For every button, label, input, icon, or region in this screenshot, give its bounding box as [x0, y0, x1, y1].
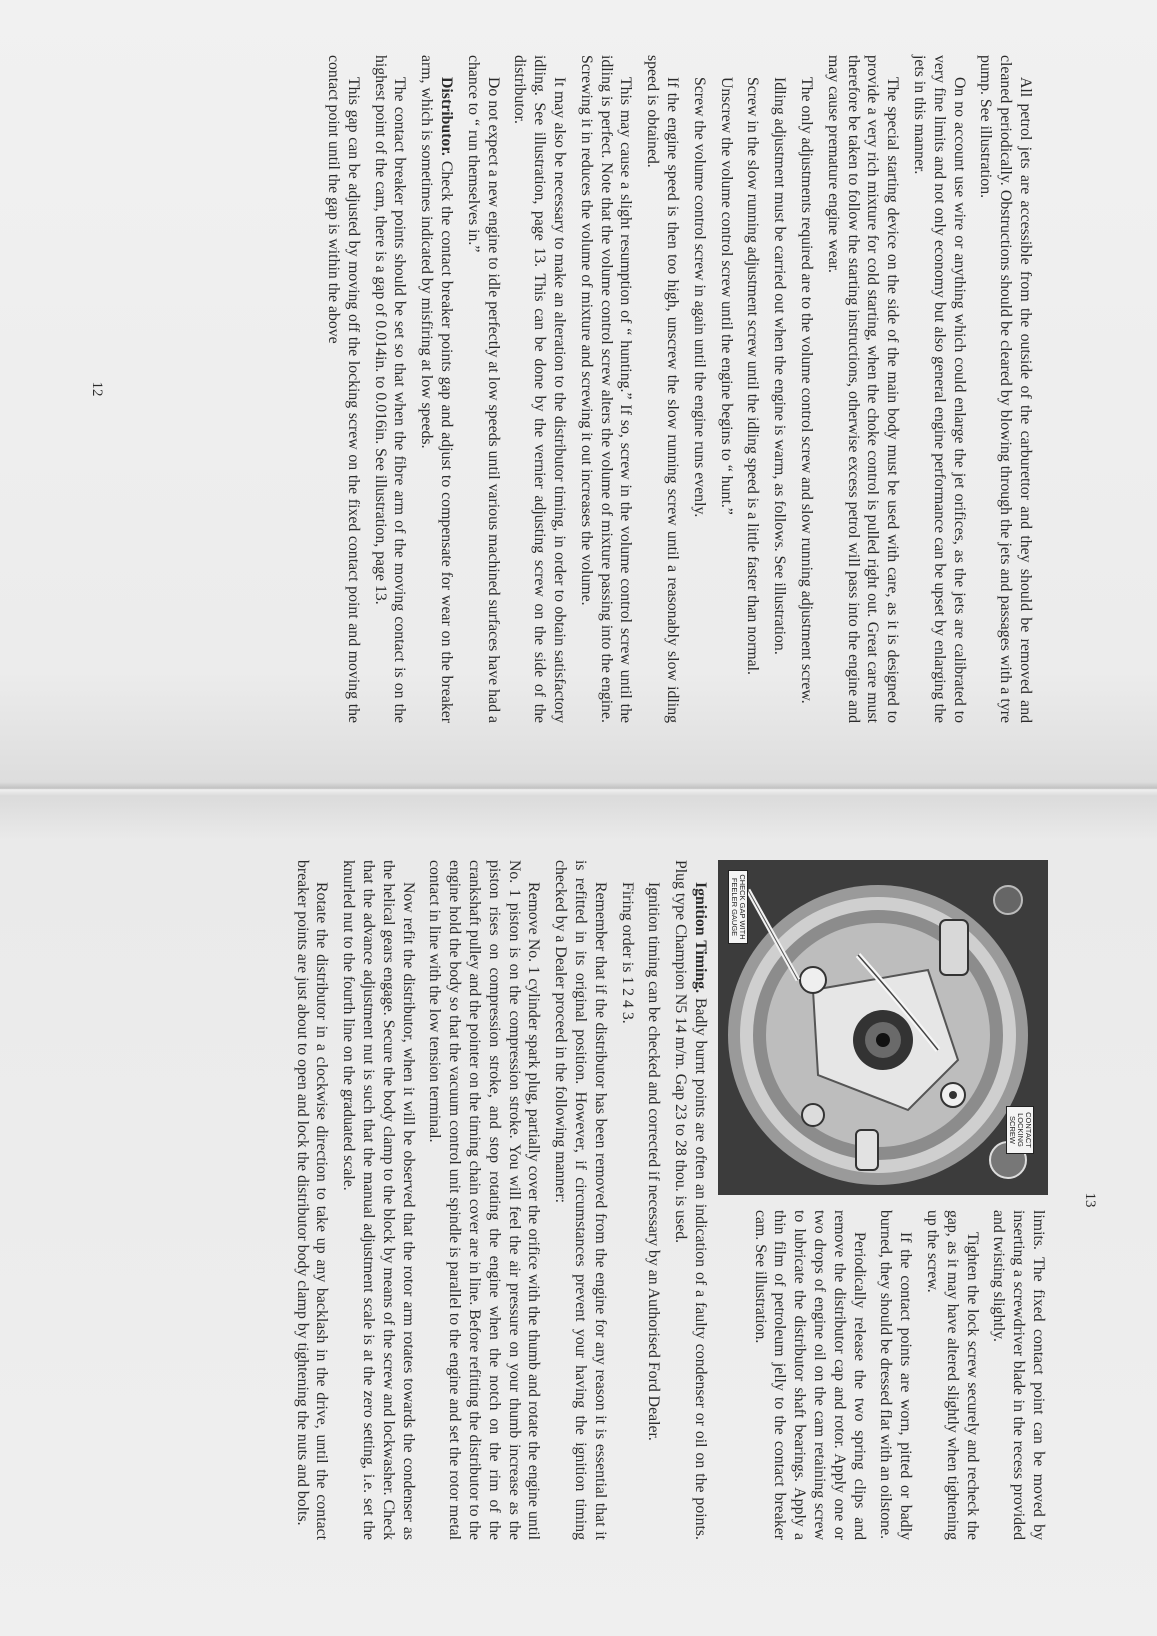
page-12: [89, 55, 1035, 723]
paragraph: Remove No. 1 cylinder spark plug, partially cover the orifice with the thumb and rotate the engine until No. 1 piston is on the compression stroke. You will feel the air pressure on your thumb increase as the piston rises on compression stroke, and stop rotating the engine when the notch on the rim of the crankshaft pulley and the pointer on the timing chain cover are in line. Before refitting the distributor to the engine hold the body so that the vacuum control unit spindle is parallel to the engine and set the rotor metal contact in line with the low tension terminal.: [426, 860, 543, 1540]
ignition-heading: Ignition Timing.: [692, 882, 709, 994]
distributor-paragraph: [416, 55, 456, 723]
distributor-illustration: [718, 860, 1048, 1195]
contact-locking-screw-label: CONTACT LOCKING SCREW: [1006, 1106, 1034, 1154]
paragraph: limits. The fixed contact point can be moved by inserting a screwdriver blade in the recess provided and twisting slightly.: [990, 1210, 1047, 1540]
paragraph: If the contact points are worn, pitted or badly burned, they should be dressed flat with an oilstone.: [877, 1210, 915, 1540]
paragraph: The contact breaker points should be set so that when the fibre arm of the moving contact is on the highest point of the cam, there is a gap of 0.014in. to 0.016in. See illustration, page 13.: [371, 55, 409, 723]
paragraph: Tighten the lock screw securely and recheck the gap, as it may have altered slightly when tightening up the screw.: [924, 1210, 981, 1540]
paragraph: Screw in the slow running adjustment screw until the idling speed is a little faster than normal.: [744, 77, 762, 675]
page-number: 13: [1082, 1192, 1098, 1208]
page-12-text: [323, 55, 1035, 723]
paragraph: This gap can be adjusted by moving off the locking screw on the fixed contact point and moving the contact point until the gap is within the above: [325, 55, 362, 723]
distributor-photo: [718, 860, 1048, 1195]
paragraph: Firing order is 1 2 4 3.: [618, 882, 636, 1024]
paragraph: All petrol jets are accessible from the outside of the carburettor and they should be removed and cleaned periodically. Obstructions should be cleared by blowing through the jets and passages with a tyre pump. See illustration.: [977, 55, 1034, 723]
paragraph: Screw the volume control screw in again until the engine runs evenly.: [690, 77, 708, 518]
page-13: [143, 860, 1098, 1540]
check-gap-label: CHECK GAP WITH FEELER GAUGE: [728, 870, 748, 944]
distributor-text: Check the contact breaker points gap and adjust to compensate for wear on the breaker arm, which is sometimes indicated by misfiring at low speeds.: [418, 55, 456, 723]
page-13-text: [285, 860, 710, 1540]
paragraph: Unscrew the volume control screw until the engine begins to “ hunt.”: [717, 77, 735, 515]
paragraph: Rotate the distributor in a clockwise direction to take up any backlash in the drive, until the contact breaker points are just about to open and lock the distributor body clamp by tightening the nuts and bolts.: [293, 860, 331, 1540]
paragraph: On no account use wire or anything which could enlarge the jet orifices, as the jets are calibrated to very fine limits and not only economy but also general engine performance can be upset by enlarging the jets in this manner.: [911, 55, 968, 723]
paragraph: The special starting device on the side of the main body must be used with care, as it is designed to provide a very rich mixture for cold starting, when the choke control is pulled right out. Great care must therefore be taken to follow the starting instructions, otherwise excess petrol will pass into the engine and may cause premature engine wear.: [824, 55, 902, 723]
paragraph: Now refit the distributor, when it will be observed that the rotor arm rotates towards the condenser as the helical gears engage. Secure the body clamp to the block by means of the screw and lockwasher. Check that the advance adjustment nut is such that the manual adjustment scale is at the zero setting, i.e. set the knurled nut to the fourth line on the graduated scale.: [340, 860, 417, 1540]
paragraph: Periodically release the two spring clips and remove the distributor cap and rotor. Apply one or two drops of engine oil on the cam retaining screw to lubricate the distributor shaft bearings. Apply a thin film of petroleum jelly to the contact breaker cam. See illustration.: [751, 1210, 868, 1540]
paragraph: Do not expect a new engine to idle perfectly at low speeds until various machined surfaces have had a chance to “ run themselves in.”: [464, 55, 502, 723]
paragraph: The only adjustments required are to the volume control screw and slow running adjustment screw.: [798, 77, 816, 704]
paragraph: If the engine speed is then too high, unscrew the slow running screw until a reasonably slow idling speed is obtained.: [644, 55, 682, 723]
paragraph: It may also be necessary to make an alteration to the distributor timing, in order to obtain satisfactory idling. See illustration, page 13. This can be done by the vernier adjusting screw on the side of the distributor.: [511, 55, 569, 723]
paragraph: Ignition timing can be checked and corrected if necessary by an Authorised Ford Dealer.: [645, 882, 663, 1441]
ignition-text: Badly burnt points are often an indication of a faulty condenser or oil on the points. Plug type Champion N5 14 m/m. Gap 23 to 28 thou. is used.: [672, 860, 709, 1540]
booklet-fold: [0, 782, 1157, 796]
distributor-heading: Distributor.: [438, 77, 456, 156]
page-13-column: [743, 1210, 1048, 1540]
ignition-paragraph: [670, 860, 710, 1540]
paragraph: Remember that if the distributor has been removed from the engine for any reason it is essential that it is refitted in its original position. However, if circumstances prevent your having the ignition timing checked by a Dealer proceed in the following manner:: [552, 860, 609, 1540]
paragraph: Idling adjustment must be carried out when the engine is warm, as follows. See illustration.: [771, 77, 789, 655]
paragraph: This may cause a slight resumption of “ hunting.” If so, screw in the volume control screw until the idling is perfect. Note that the volume control screw alters the volume of mixture passing into the engine. Screwing it in reduces the volume of mixture and screwing it out increases the volume.: [577, 55, 635, 723]
page-number: 12: [89, 381, 105, 397]
